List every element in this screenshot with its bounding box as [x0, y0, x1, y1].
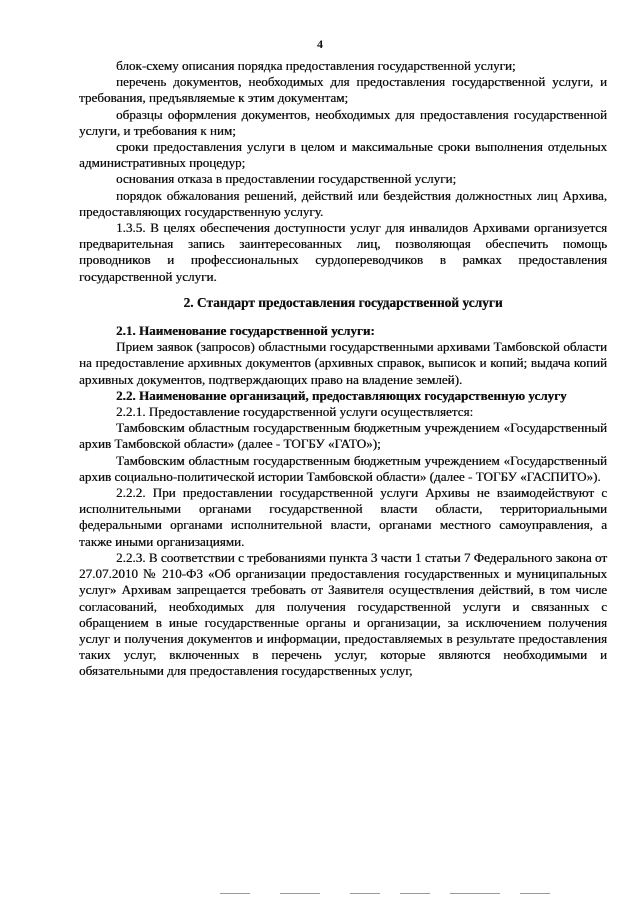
list-item-deadlines: сроки предоставления услуги в целом и максимальные сроки выполнения отдельных административных процедур;: [79, 139, 607, 171]
list-item-documents-list: перечень документов, необходимых для предоставления государственной услуги, и требования, предъявляемые к этим документам;: [79, 74, 607, 106]
section-2-2-heading: 2.2. Наименование организаций, предоставляющих государственную услугу: [116, 387, 567, 403]
scan-mark: [520, 893, 550, 894]
list-item-flowchart: блок-схему описания порядка предоставления государственной услуги;: [116, 58, 516, 73]
paragraph-2-2-1-gaspito: Тамбовским областным государственным бюджетным учреждением «Государственный архив социально-политической истории Тамбовской области» (далее - ТОГБУ «ГАСПИТО»).: [79, 452, 607, 484]
scan-mark: [400, 893, 430, 894]
list-item-refusal-grounds: основания отказа в предоставлении государственной услуги;: [116, 171, 457, 187]
paragraph-1-3-5: 1.3.5. В целях обеспечения доступности услуг для инвалидов Архивами организуется предварительная запись заинтересованных лиц, позволяющая обеспечить помощь проводников и профессиональных сурдопереводчиков в рамках предоставления государственной услуги.: [79, 220, 607, 284]
paragraph-2-2-3: 2.2.3. В соответствии с требованиями пункта 3 части 1 статьи 7 Федерального закона от 27.07.2010 № 210-ФЗ «Об организации предоставления государственных и муниципальных услуг» Архивам запрещается требовать от Заявителя осуществления действий, в том числе согласований, необходимых для получения государственной услуги и связанных с обращением в иные государственные органы и организации, за исключением получения услуг и получения документов и информации, предоставляемых в результате предоставления таких услуг, включенных в перечень услуг, которые являются необходимыми и обязательными для предоставления государственных услуг,: [79, 549, 607, 679]
document-body: [79, 58, 607, 680]
scan-mark: [450, 893, 500, 894]
scan-mark: [280, 893, 320, 894]
list-item-appeal-procedure: порядок обжалования решений, действий или бездействия должностных лиц Архива, предоставляющих государственную услугу.: [79, 187, 607, 219]
paragraph-2-2-1-gato: Тамбовским областным государственным бюджетным учреждением «Государственный архив Тамбовской области» (далее - ТОГБУ «ГАТО»);: [79, 420, 607, 452]
scan-mark: [350, 893, 380, 894]
paragraph-2-2-1: 2.2.1. Предоставление государственной услуги осуществляется:: [116, 404, 474, 420]
scan-mark: [220, 893, 250, 894]
section-2-1-text: Прием заявок (запросов) областными государственными архивами Тамбовской области на предоставление архивных документов (архивных справок, выписок и копий; выдача копий архивных документов, подтверждающих право на владение землей).: [79, 339, 607, 387]
section-2-title: 2. Стандарт предоставления государственной услуги: [183, 294, 503, 310]
paragraph-2-2-2: 2.2.2. При предоставлении государственной услуги Архивы не взаимодействуют с исполнительными органами государственной власти области, территориальными федеральными органами исполнительной власти, органами местного самоуправления, а также иными организациями.: [79, 485, 607, 549]
scan-artifact-marks: [220, 893, 560, 897]
list-item-document-samples: образцы оформления документов, необходимых для предоставления государственной услуги, и требования к ним;: [79, 106, 607, 138]
section-2-1-heading: 2.1. Наименование государственной услуги:: [116, 323, 375, 339]
page-number: 4: [317, 37, 323, 51]
